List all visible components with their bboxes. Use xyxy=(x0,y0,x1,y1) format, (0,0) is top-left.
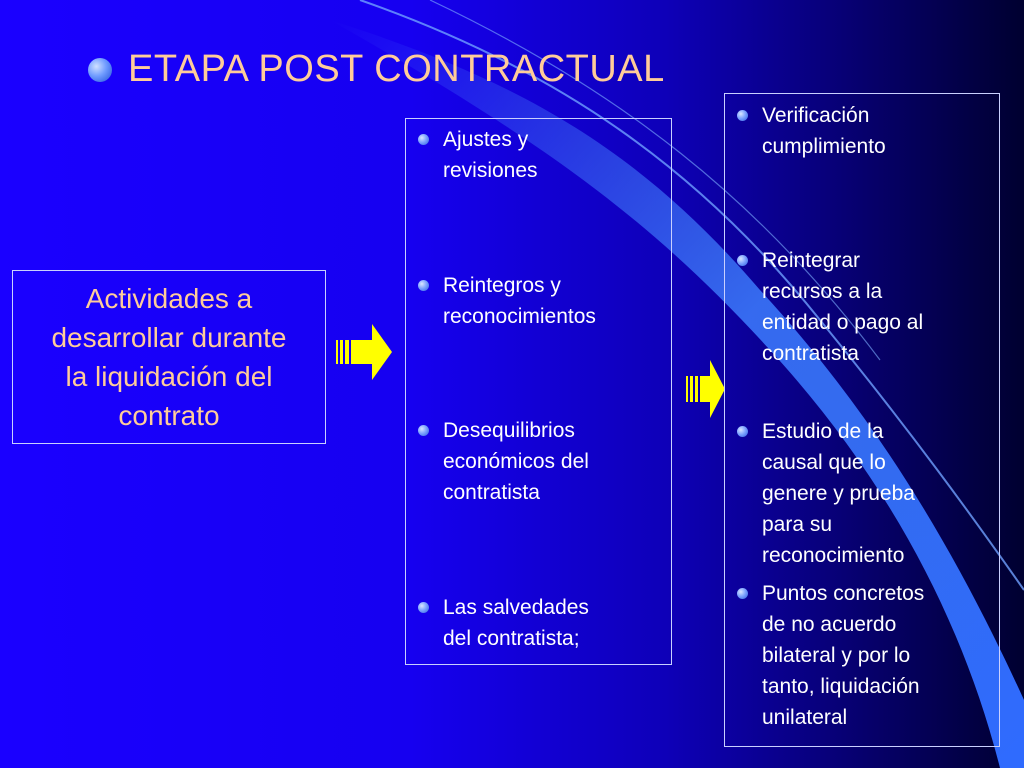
middle-list-box xyxy=(405,118,672,665)
activities-line: Actividades a xyxy=(85,283,253,314)
list-item-line: Reintegros y xyxy=(443,274,561,297)
list-item-line: de no acuerdo xyxy=(762,613,897,636)
list-item-line: reconocimiento xyxy=(762,544,905,567)
list-item-line: bilateral y por lo xyxy=(762,644,911,667)
list-item xyxy=(418,592,589,654)
list-item xyxy=(418,415,589,508)
bullet-dot-icon xyxy=(418,602,429,613)
list-item-line: cumplimiento xyxy=(762,135,886,158)
list-item-line: entidad o pago al xyxy=(762,311,924,334)
list-item-line: recursos a la xyxy=(762,280,883,303)
page-title: ETAPA POST CONTRACTUAL xyxy=(128,48,665,90)
bullet-dot-icon xyxy=(418,280,429,291)
list-item-line: revisiones xyxy=(443,159,538,182)
list-item xyxy=(737,245,923,369)
list-item xyxy=(737,578,924,733)
bullet-dot-icon xyxy=(418,425,429,436)
bullet-dot-icon xyxy=(737,588,748,599)
list-item-line: Reintegrar xyxy=(762,249,861,272)
title-row xyxy=(88,48,665,91)
list-item xyxy=(418,270,596,332)
list-item xyxy=(418,124,538,186)
list-item-line: para su xyxy=(762,513,833,536)
list-item-line: Las salvedades xyxy=(443,596,589,619)
right-arrow-icon xyxy=(686,358,726,420)
list-item-line: económicos del xyxy=(443,450,589,473)
list-item-line: contratista xyxy=(762,342,859,365)
right-arrow-icon xyxy=(336,322,394,382)
activities-text xyxy=(51,279,286,435)
activities-box xyxy=(12,270,326,444)
bullet-dot-icon xyxy=(737,255,748,266)
list-item-line: unilateral xyxy=(762,706,848,729)
list-item-line: Ajustes y xyxy=(443,128,529,151)
bullet-dot-icon xyxy=(418,134,429,145)
bullet-dot-icon xyxy=(737,110,748,121)
bullet-dot-icon xyxy=(737,426,748,437)
list-item-line: causal que lo xyxy=(762,451,886,474)
list-item-line: genere y prueba xyxy=(762,482,915,505)
list-item-line: Desequilibrios xyxy=(443,419,575,442)
activities-line: desarrollar durante xyxy=(51,322,287,353)
list-item-line: Verificación xyxy=(762,104,870,127)
list-item xyxy=(737,100,886,162)
list-item-line: Estudio de la xyxy=(762,420,884,443)
activities-line: la liquidación del xyxy=(65,361,273,392)
activities-line: contrato xyxy=(118,400,220,431)
list-item-line: reconocimientos xyxy=(443,305,596,328)
list-item-line: del contratista; xyxy=(443,627,580,650)
list-item-line: tanto, liquidación xyxy=(762,675,920,698)
list-item-line: Puntos concretos xyxy=(762,582,925,605)
list-item xyxy=(737,416,915,571)
list-item-line: contratista xyxy=(443,481,540,504)
title-bullet-icon xyxy=(88,58,112,82)
